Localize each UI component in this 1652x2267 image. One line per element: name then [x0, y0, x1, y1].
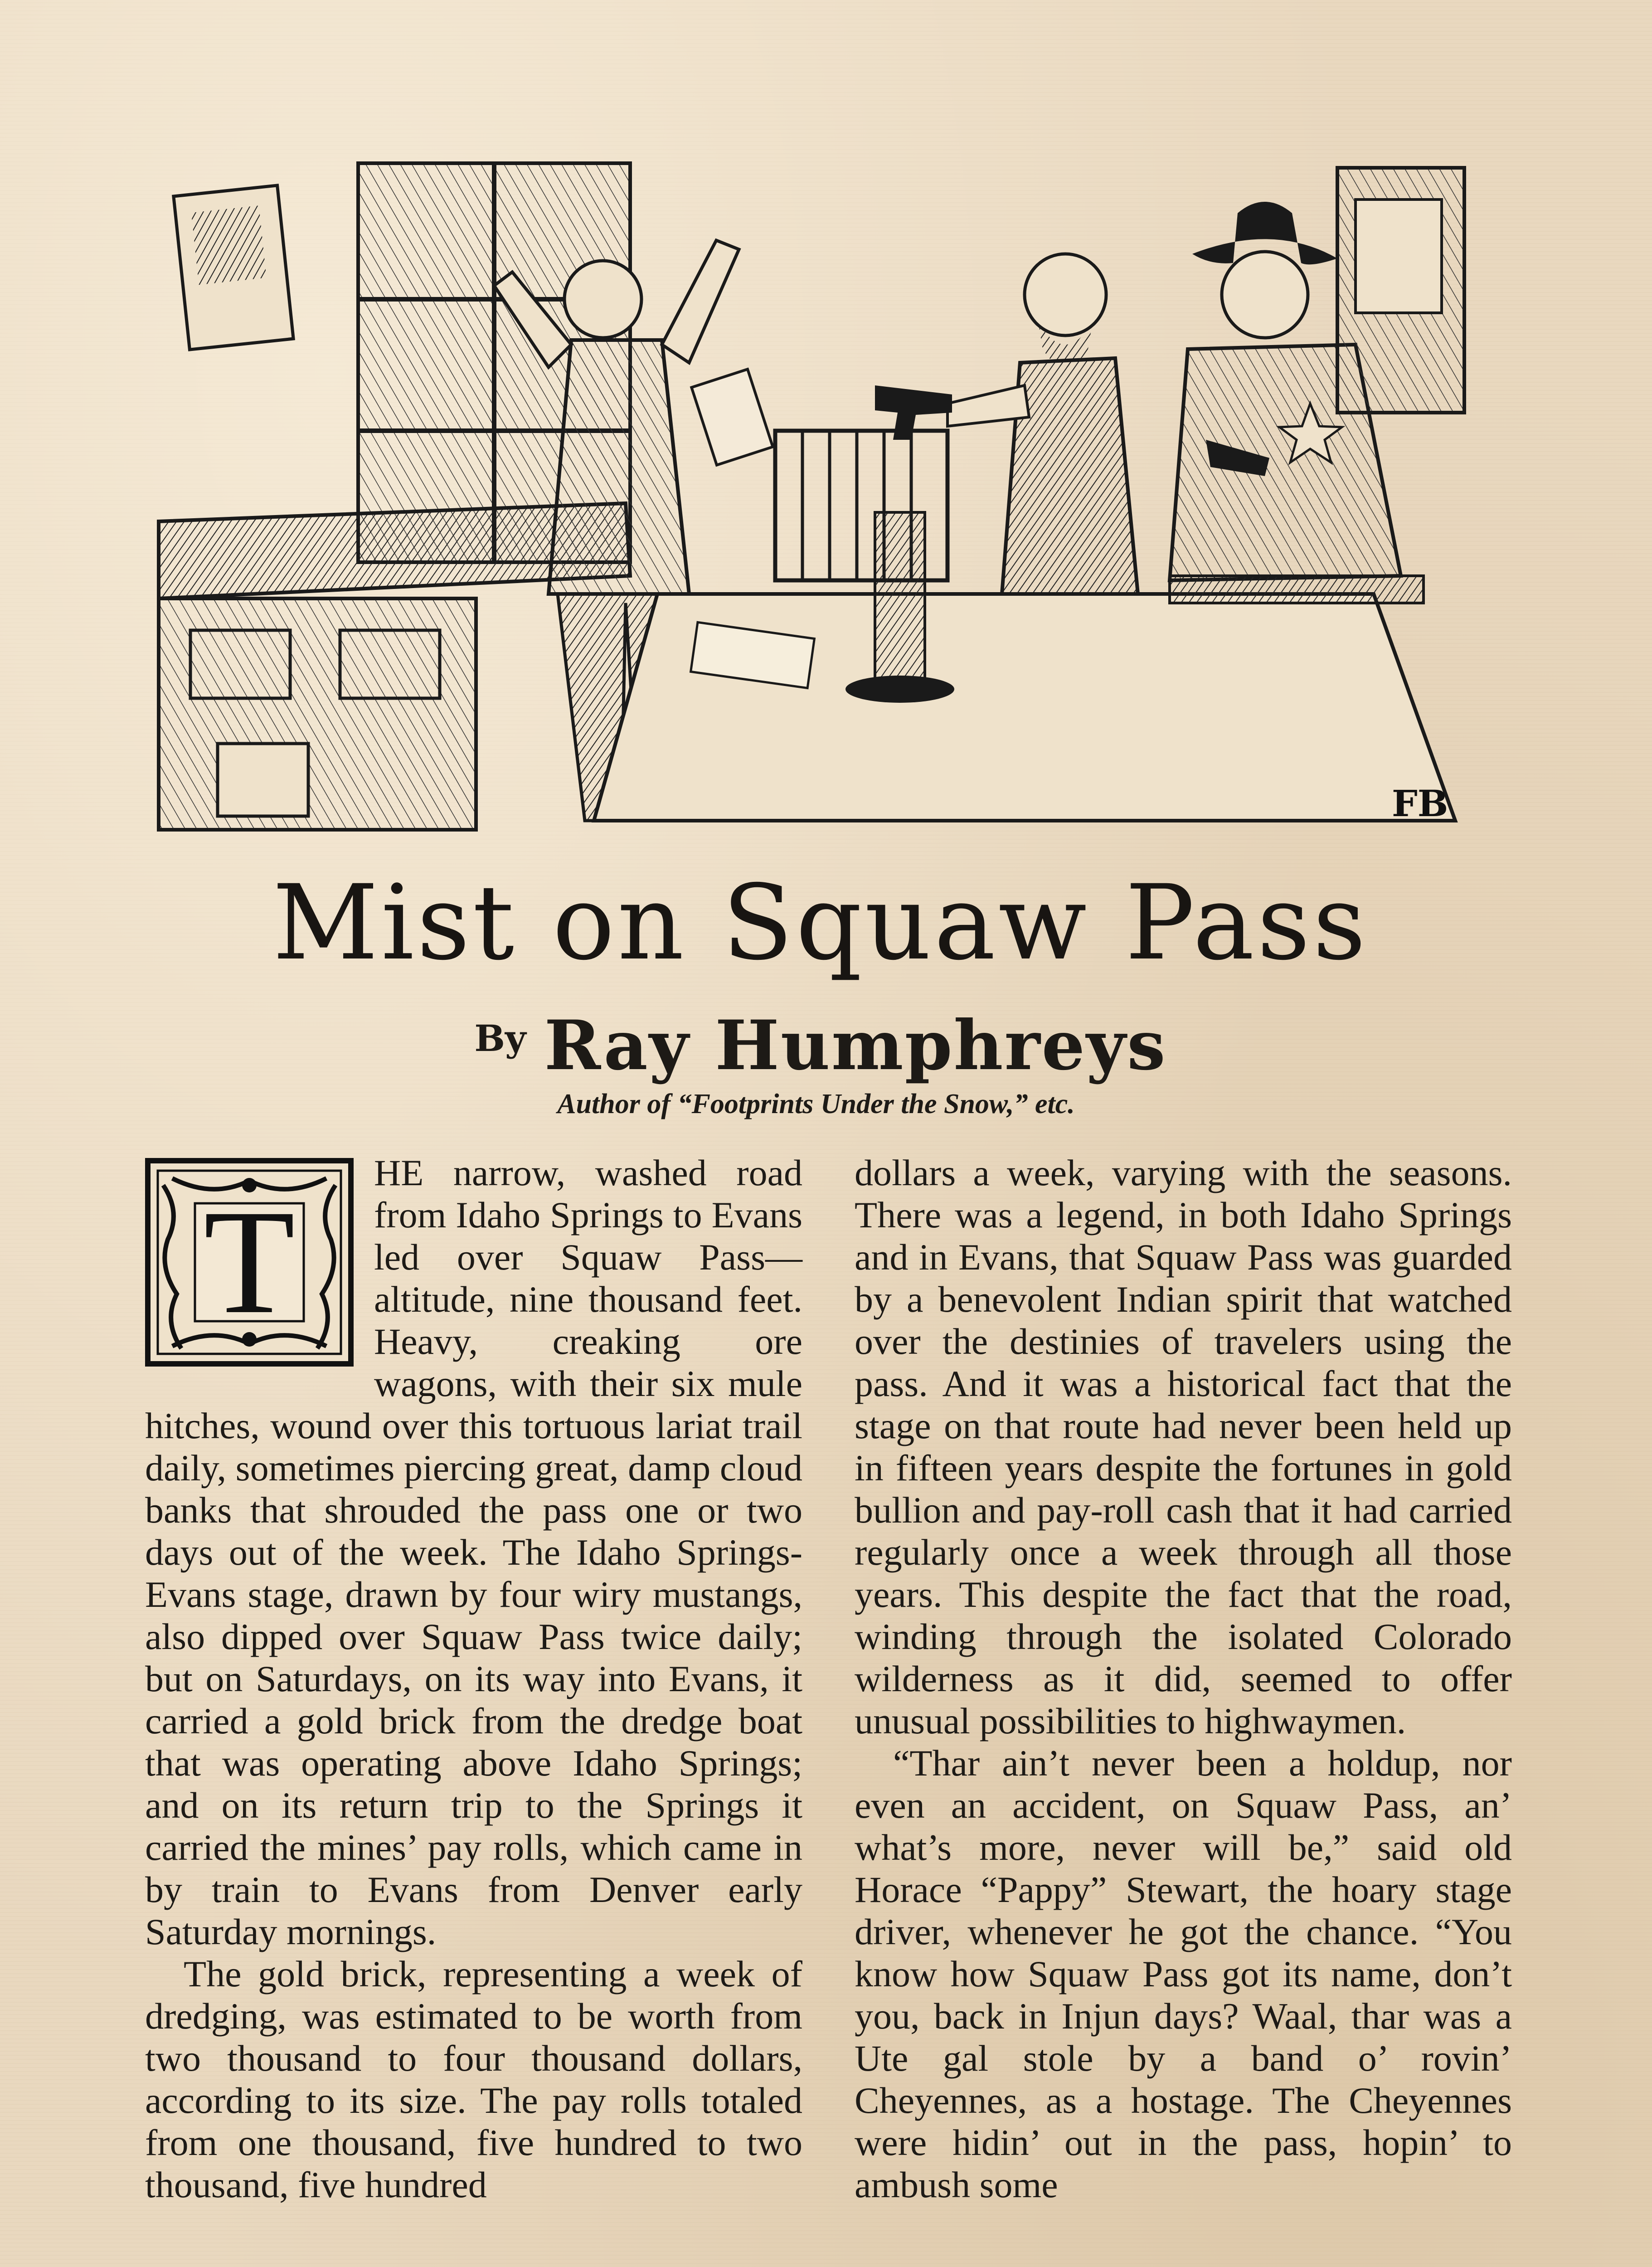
byline: [408, 993, 1233, 1084]
story-illustration: [150, 150, 1478, 848]
paragraph: HE narrow, washed road from Idaho Springs to Evans led over Squaw Pass—altitude, nine thousand feet. Heavy, creaking ore wagons, with their six mule hitches, wound over this tortuous lariat trail daily, sometimes piercing great, damp cloud banks that shrouded the pass one or two days out of the week. The Idaho Springs-Evans stage, drawn by four wiry mustangs, also dipped over Squaw Pass twice daily; but on Saturdays, on its way into Evans, it carried a gold brick from the dredge boat that was operating above Idaho Springs; and on its return trip to the Springs it carried the mines’ pay rolls, which came in by train to Evans from Denver early Saturday mornings.: [145, 1152, 802, 1952]
artist-monogram: FB: [1392, 782, 1448, 825]
author-name: Ray Humphreys: [544, 1006, 1167, 1085]
paragraph: dollars a week, varying with the seasons. There was a legend, in both Idaho Springs and in Evans, that Squaw Pass was guarded by a benevolent Indian spirit that watched over the destinies of travelers using the pass. And it was a historical fact that the stage on that route had never been held up in fifteen years despite the fortunes in gold bullion and pay-roll cash that it had carried regularly once a week through all those years. This despite the fact that the road, winding through the isolated Colorado wilderness as it did, seemed to offer unusual possibilities to highwaymen.: [855, 1152, 1512, 1742]
saloon-holdup-illustration-icon: [150, 150, 1478, 848]
byline-prefix: By: [474, 1017, 526, 1060]
paragraph: “Thar ain’t never been a holdup, nor even an accident, on Squaw Pass, an’ what’s more, never will be,” said old Horace “Pappy” Stewart, the hoary stage driver, whenever he got the chance. “You know how Squaw Pass got its name, don’t you, back in Injun days? Waal, thar was a Ute gal stole by a band o’ rovin’ Cheyennes, as a hostage. The Cheyennes were hidin’ out in the pass, hopin’ to ambush some: [855, 1742, 1512, 2205]
story-title: Mist on Squaw Pass: [272, 862, 1369, 983]
paragraph: The gold brick, representing a week of dredging, was estimated to be worth from two thousand to four thousand dollars, according to its size. The pay rolls totaled from one thousand, five hundred to two thousand, five hundred: [145, 1953, 802, 2205]
author-credit: Author of “Footprints Under the Snow,” etc.: [557, 1089, 1075, 1119]
text-column-left: [145, 1152, 802, 2206]
drop-cap-letter: T: [204, 1179, 295, 1345]
drop-cap: [145, 1158, 354, 1367]
text-column-right: [855, 1152, 1512, 2206]
